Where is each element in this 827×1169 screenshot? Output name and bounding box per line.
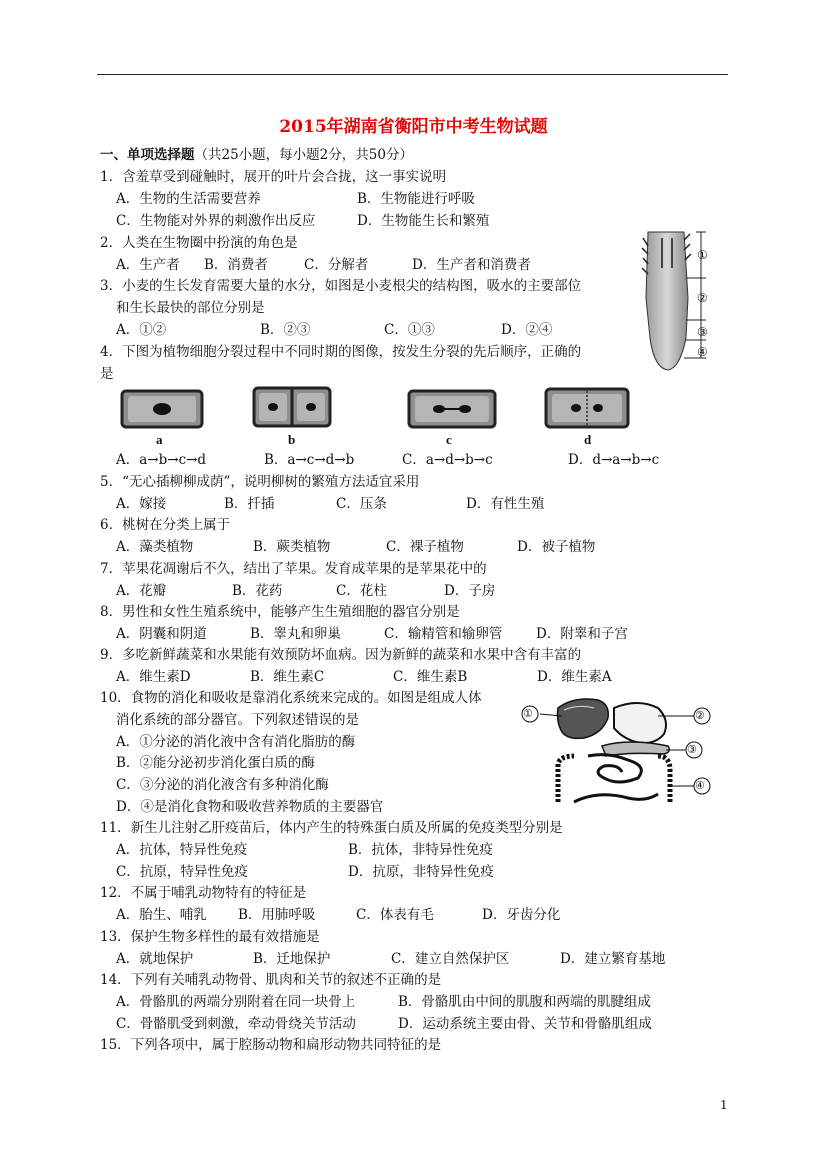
q2-option-a: A．生产者 xyxy=(116,257,180,273)
q4-stem-2: 是 xyxy=(100,366,114,382)
root-label-2: ② xyxy=(697,291,708,305)
digestive-label-3: ③ xyxy=(687,743,697,756)
q1-stem: 1．含羞草受到碰触时，展开的叶片会合拢，这一事实说明 xyxy=(100,169,447,185)
q13-option-a: A．就地保护 xyxy=(116,951,194,967)
q14-stem: 14．下列有关哺乳动物骨、肌肉和关节的叙述不正确的是 xyxy=(100,972,442,988)
q3-option-c: C．①③ xyxy=(384,322,435,338)
q1-option-d: D．生物能生长和繁殖 xyxy=(357,213,490,229)
root-tip-figure xyxy=(640,228,720,374)
page-number: 1 xyxy=(720,1098,728,1112)
cell-label-b: b xyxy=(288,432,296,447)
q10-option-a: A．①分泌的消化液中含有消化脂肪的酶 xyxy=(116,734,356,750)
q10-option-d: D．④是消化食物和吸收营养物质的主要器官 xyxy=(116,799,384,815)
q1-option-c: C．生物能对外界的刺激作出反应 xyxy=(116,213,316,229)
q14-option-a: A．骨骼肌的两端分别附着在同一块骨上 xyxy=(116,994,356,1010)
cell-d-figure xyxy=(542,386,632,430)
cell-label-c: c xyxy=(446,432,452,447)
q12-option-d: D．牙齿分化 xyxy=(482,907,561,923)
q11-option-a: A．抗体，特异性免疫 xyxy=(116,842,248,858)
q9-option-a: A．维生素D xyxy=(116,669,191,685)
q14-option-c: C．骨骼肌受到刺激，牵动骨绕关节活动 xyxy=(116,1016,356,1032)
section-label: 一、单项选择题 xyxy=(100,147,195,163)
q5-option-b: B．扦插 xyxy=(224,496,275,512)
cell-label-d: d xyxy=(584,432,592,447)
q7-option-d: D．子房 xyxy=(444,583,496,599)
q2-option-b: B．消费者 xyxy=(204,257,268,273)
q10-option-c: C．③分泌的消化液含有多种消化酶 xyxy=(116,777,329,793)
q14-option-b: B．骨骼肌由中间的肌腹和两端的肌腱组成 xyxy=(398,994,651,1010)
q3-option-d: D．②④ xyxy=(501,322,553,338)
q6-option-c: C．裸子植物 xyxy=(386,539,464,555)
q5-option-c: C．压条 xyxy=(336,496,387,512)
cell-label-a: a xyxy=(156,432,163,447)
q8-option-b: B．睾丸和卵巢 xyxy=(250,626,341,642)
q5-stem: 5．“无心插柳柳成荫”，说明柳树的繁殖方法适宜采用 xyxy=(100,474,420,490)
q10-stem: 10．食物的消化和吸收是靠消化系统来完成的。如图是组成人体 xyxy=(100,690,482,706)
q5-option-d: D．有性生殖 xyxy=(466,496,545,512)
header-rule xyxy=(97,74,728,75)
q8-option-a: A．阴囊和阴道 xyxy=(116,626,207,642)
q12-stem: 12．不属于哺乳动物特有的特征是 xyxy=(100,885,307,901)
q3-option-a: A．①② xyxy=(116,322,167,338)
q7-option-b: B．花药 xyxy=(232,583,283,599)
q13-stem: 13．保护生物多样性的最有效措施是 xyxy=(100,929,320,945)
q13-option-c: C．建立自然保护区 xyxy=(391,951,510,967)
q12-option-a: A．胎生、哺乳 xyxy=(116,907,207,923)
q9-option-d: D．维生素A xyxy=(537,669,612,685)
root-label-1: ① xyxy=(697,248,708,262)
q6-option-d: D．被子植物 xyxy=(517,539,596,555)
q6-option-b: B．蕨类植物 xyxy=(253,539,331,555)
digestive-system-figure xyxy=(518,694,714,806)
q8-stem: 8．男性和女性生殖系统中，能够产生生殖细胞的器官分别是 xyxy=(100,604,460,620)
q4-option-d: D．d→a→b→c xyxy=(568,452,660,468)
q12-option-b: B．用肺呼吸 xyxy=(238,907,316,923)
q7-stem: 7．苹果花凋谢后不久，结出了苹果。发育成苹果的是苹果花中的 xyxy=(100,561,487,577)
q13-option-d: D．建立繁育基地 xyxy=(560,951,666,967)
q9-option-b: B．维生素C xyxy=(250,669,325,685)
q2-stem: 2．人类在生物圈中扮演的角色是 xyxy=(100,235,298,251)
page-title: 2015年湖南省衡阳市中考生物试题 xyxy=(279,117,548,137)
q15-stem: 15．下列各项中，属于腔肠动物和扁形动物共同特征的是 xyxy=(100,1037,442,1053)
q10-option-b: B．②能分泌初步消化蛋白质的酶 xyxy=(116,755,315,771)
q8-option-c: C．输精管和输卵管 xyxy=(384,626,503,642)
q7-option-c: C．花柱 xyxy=(336,583,387,599)
q11-option-d: D．抗原，非特异性免疫 xyxy=(348,864,494,880)
q6-option-a: A．藻类植物 xyxy=(116,539,194,555)
q4-option-b: B．a→c→d→b xyxy=(264,452,355,468)
section-heading xyxy=(100,145,413,165)
q2-option-c: C．分解者 xyxy=(304,257,369,273)
q1-option-a: A．生物的生活需要营养 xyxy=(116,191,261,207)
q3-stem-2: 和生长最快的部位分别是 xyxy=(116,300,265,316)
cell-a-figure xyxy=(118,388,206,430)
q9-stem: 9．多吃新鲜蔬菜和水果能有效预防坏血病。因为新鲜的蔬菜和水果中含有丰富的 xyxy=(100,647,582,663)
q1-option-b: B．生物能进行呼吸 xyxy=(357,191,475,207)
q11-option-b: B．抗体，非特异性免疫 xyxy=(348,842,493,858)
q4-option-c: C．a→d→b→c xyxy=(402,452,493,468)
root-label-4: ④ xyxy=(697,345,708,359)
digestive-label-4: ④ xyxy=(695,779,705,792)
cell-c-figure xyxy=(405,388,499,430)
q11-stem: 11．新生儿注射乙肝疫苗后，体内产生的特殊蛋白质及所属的免疫类型分别是 xyxy=(100,820,563,836)
root-label-3: ③ xyxy=(697,325,708,339)
q7-option-a: A．花瓣 xyxy=(116,583,167,599)
q9-option-c: C．维生素B xyxy=(393,669,468,685)
q2-option-d: D．生产者和消费者 xyxy=(412,257,531,273)
q11-option-c: C．抗原，特异性免疫 xyxy=(116,864,248,880)
q8-option-d: D．附睾和子宫 xyxy=(536,626,628,642)
section-note: （共25小题，每小题2分，共50分） xyxy=(194,147,413,163)
q13-option-b: B．迁地保护 xyxy=(253,951,331,967)
q5-option-a: A．嫁接 xyxy=(116,496,167,512)
digestive-label-2: ② xyxy=(695,709,705,722)
q3-stem: 3．小麦的生长发育需要大量的水分，如图是小麦根尖的结构图，吸水的主要部位 xyxy=(100,278,582,294)
digestive-label-1: ① xyxy=(523,707,533,720)
cell-b-figure xyxy=(250,384,334,430)
q10-stem-2: 消化系统的部分器官。下列叙述错误的是 xyxy=(116,712,359,728)
q3-option-b: B．②③ xyxy=(260,322,311,338)
q14-option-d: D．运动系统主要由骨、关节和骨骼肌组成 xyxy=(398,1016,652,1032)
q12-option-c: C．体表有毛 xyxy=(356,907,434,923)
q6-stem: 6．桃树在分类上属于 xyxy=(100,517,231,533)
q4-stem: 4．下图为植物细胞分裂过程中不同时期的图像，按发生分裂的先后顺序，正确的 xyxy=(100,344,582,360)
q4-option-a: A．a→b→c→d xyxy=(116,452,207,468)
